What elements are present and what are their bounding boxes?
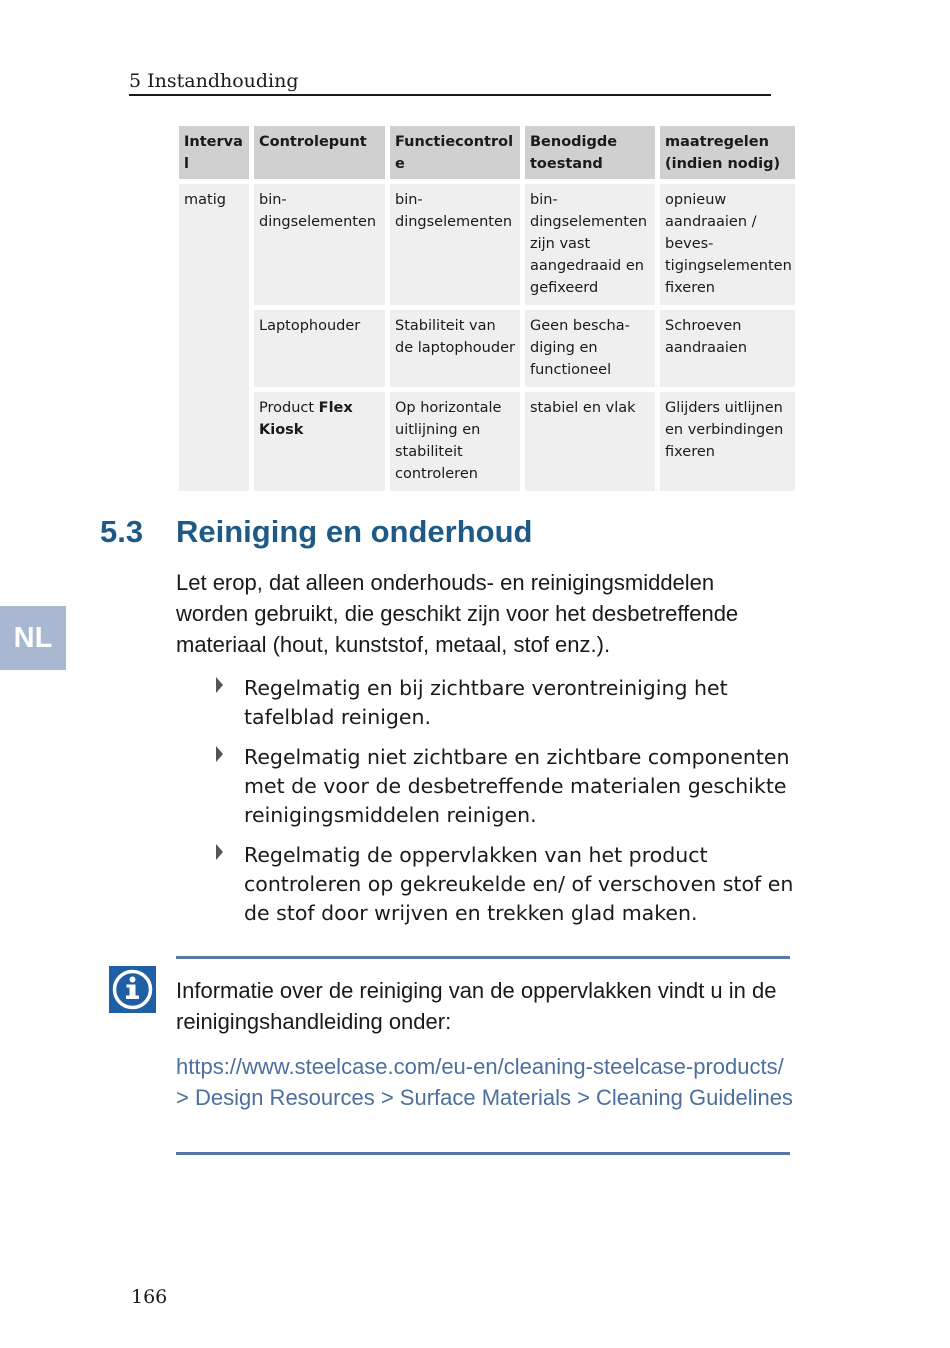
header-controlepunt: Controlepunt (254, 126, 385, 179)
table-header-row (179, 126, 795, 179)
language-tab: NL (0, 606, 66, 670)
section-number: 5.3 (100, 514, 144, 549)
triangle-bullet-icon (216, 746, 223, 762)
list-item-text: Regelmatig de oppervlakken van het product controleren op gekreukelde en/ of verschoven stof en de stof door wrijven en trekken glad maken. (244, 843, 794, 925)
product-prefix: Product (259, 400, 319, 416)
table-cell: stabiel en vlak (525, 392, 655, 491)
triangle-bullet-icon (216, 844, 223, 860)
table-cell: Schroeven aandraaien (660, 310, 795, 387)
list-item-text: Regelmatig niet zichtbare en zichtbare componenten met de voor de desbetreffende materialen geschikte reinigingsmiddelen reinigen. (244, 745, 790, 827)
maintenance-table (174, 121, 800, 496)
table-cell (254, 392, 385, 491)
section-title: Reiniging en onderhoud (176, 514, 533, 549)
triangle-bullet-icon (216, 677, 223, 693)
list-item (212, 674, 802, 732)
table-row (179, 184, 795, 305)
interval-cell: matig (179, 184, 249, 491)
bullet-list (212, 674, 802, 939)
product-name: Flex Kiosk (259, 400, 353, 438)
list-item (212, 841, 802, 928)
table-cell: opnieuw aandraaien / beves- tigingselementen fixeren (660, 184, 795, 305)
table-cell: Glijders uitlijnen en verbindingen fixeren (660, 392, 795, 491)
info-icon (109, 966, 156, 1013)
table-cell: bin- dingselementen zijn vast aangedraaid en gefixeerd (525, 184, 655, 305)
intro-paragraph: Let erop, dat alleen onderhouds- en reinigingsmiddelen worden gebruikt, die geschikt zijn voor het desbetreffende materiaal (hout, kunststof, metaal, stof enz.). (176, 570, 739, 657)
info-top-rule (176, 956, 790, 959)
running-header: 5 Instandhouding (129, 70, 771, 96)
list-item-text: Regelmatig en bij zichtbare verontreiniging het tafelblad reinigen. (244, 676, 728, 729)
table-cell: Op horizontale uitlijning en stabiliteit controleren (390, 392, 520, 491)
info-bottom-rule (176, 1152, 790, 1155)
table-cell: Stabiliteit van de laptophouder (390, 310, 520, 387)
table-cell: bin- dingselementen (390, 184, 520, 305)
info-text: Informatie over de reiniging van de oppervlakken vindt u in de reinigingshandleiding onder: (176, 978, 777, 1034)
header-functiecontrole: Functiecontrol e (390, 126, 520, 179)
table-cell: bin- dingselementen (254, 184, 385, 305)
table-cell: Geen bescha- diging en functioneel (525, 310, 655, 387)
header-benodigde-toestand: Benodigde toestand (525, 126, 655, 179)
list-item (212, 743, 802, 830)
table-cell: Laptophouder (254, 310, 385, 387)
header-maatregelen: maatregelen (indien nodig) (660, 126, 795, 179)
cleaning-guidelines-link[interactable]: https://www.steelcase.com/eu-en/cleaning-steelcase-products/ > Design Resources > Surface Materials > Cleaning Guidelines (176, 1054, 793, 1110)
page-number: 166 (131, 1286, 168, 1308)
table-row (179, 392, 795, 491)
table-row (179, 310, 795, 387)
header-interval: Interva l (179, 126, 249, 179)
